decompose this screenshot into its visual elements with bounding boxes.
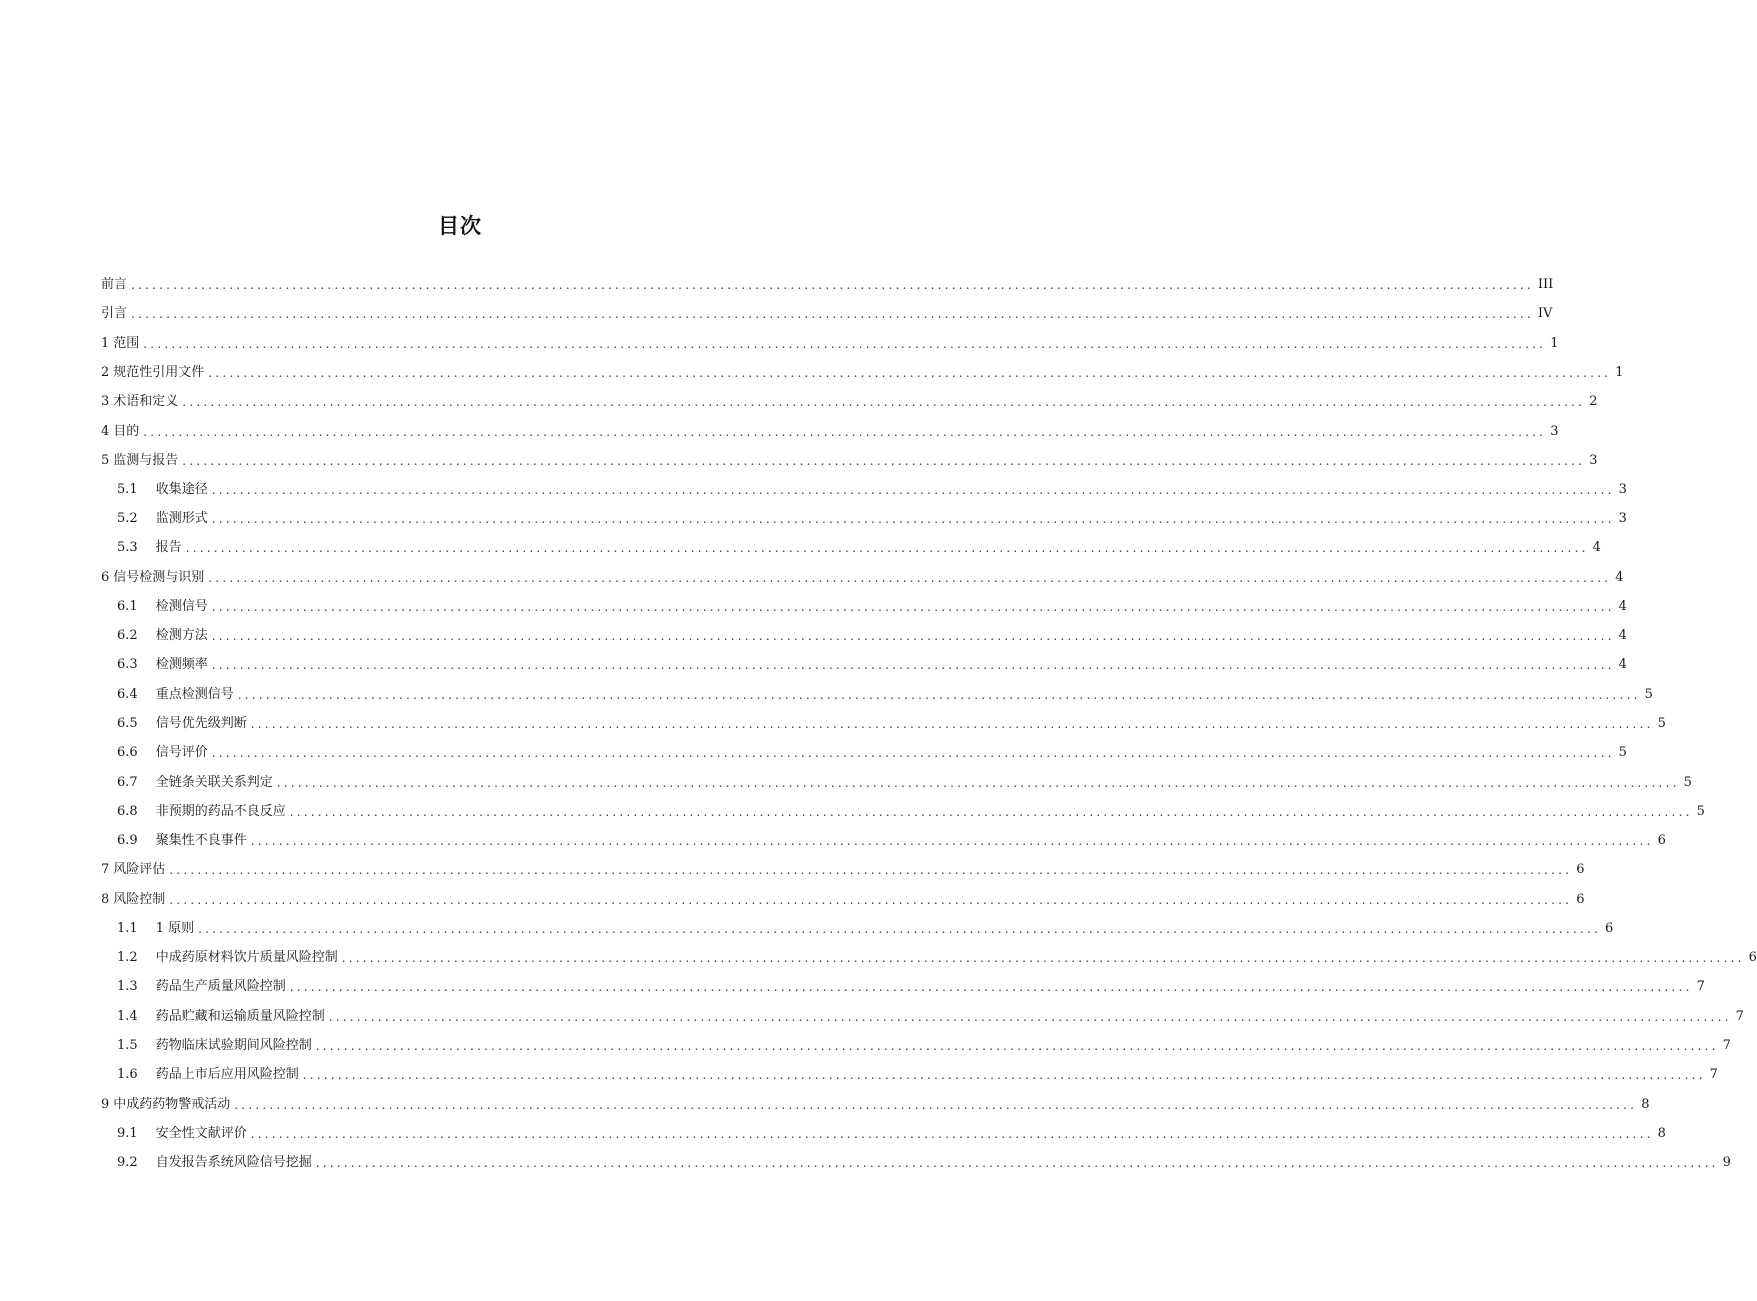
toc-entry[interactable] xyxy=(117,1031,1731,1060)
toc-dot-leader: ........................................................................................................................................................................................................ xyxy=(208,365,1612,380)
toc-entry-title: 检测方法 xyxy=(155,628,208,643)
toc-entry-title: 信号评价 xyxy=(155,745,208,760)
toc-entry-number: 6.3 xyxy=(117,657,138,672)
toc-dot-leader: ........................................................................................................................................................................................................ xyxy=(185,540,1589,555)
toc-entry-title: 范围 xyxy=(113,336,140,351)
toc-dot-leader: ........................................................................................................................................................................................................ xyxy=(169,892,1573,907)
toc-entry-page-number: 3 xyxy=(1618,511,1627,526)
toc-entry[interactable] xyxy=(101,417,1559,446)
toc-entry-number: 1.5 xyxy=(117,1038,138,1053)
toc-entry-title: 收集途径 xyxy=(155,482,208,497)
toc-entry-number: 5.3 xyxy=(117,540,138,555)
toc-entry-title: 药品生产质量风险控制 xyxy=(155,979,286,994)
toc-dot-leader: ........................................................................................................................................................................................................ xyxy=(143,336,1547,351)
toc-entry-title: 1 原则 xyxy=(155,921,195,936)
toc-entry-number: 4 xyxy=(101,424,110,439)
toc-entry-page-number: 7 xyxy=(1696,979,1705,994)
toc-dot-leader: ........................................................................................................................................................................................................ xyxy=(302,1067,1706,1082)
toc-entry[interactable] xyxy=(117,1148,1731,1177)
toc-entry-title: 前言 xyxy=(101,277,128,292)
toc-entry-number: 1.4 xyxy=(117,1009,138,1024)
toc-entry-title: 信号检测与识别 xyxy=(113,570,205,585)
toc-entry-page-number: 1 xyxy=(1615,365,1624,380)
toc-dot-leader: ........................................................................................................................................................................................................ xyxy=(328,1009,1732,1024)
toc-entry-page-number: 5 xyxy=(1618,745,1627,760)
toc-entry-page-number: 4 xyxy=(1618,599,1627,614)
toc-entry-title: 聚集性不良事件 xyxy=(155,833,247,848)
toc-entry-number: 6.5 xyxy=(117,716,138,731)
toc-entry[interactable] xyxy=(101,358,1624,387)
toc-entry[interactable] xyxy=(117,797,1705,826)
toc-entry-page-number: 3 xyxy=(1589,453,1598,468)
toc-dot-leader: ........................................................................................................................................................................................................ xyxy=(211,628,1615,643)
toc-entry[interactable] xyxy=(117,709,1666,738)
toc-entry-page-number: 7 xyxy=(1709,1067,1718,1082)
toc-entry-number: 5 xyxy=(101,453,110,468)
toc-dot-leader: ........................................................................................................................................................................................................ xyxy=(211,745,1615,760)
toc-entry-title: 自发报告系统风险信号挖掘 xyxy=(155,1155,312,1170)
toc-entry-title: 检测信号 xyxy=(155,599,208,614)
toc-entry[interactable] xyxy=(117,1119,1666,1148)
toc-entry-title: 检测频率 xyxy=(155,657,208,672)
toc-dot-leader: ........................................................................................................................................................................................................ xyxy=(208,570,1612,585)
toc-entry-number: 6.2 xyxy=(117,628,138,643)
toc-entry-number: 6.6 xyxy=(117,745,138,760)
toc-dot-leader: ........................................................................................................................................................................................................ xyxy=(315,1155,1719,1170)
toc-dot-leader: ........................................................................................................................................................................................................ xyxy=(341,950,1745,965)
toc-entry-number: 1.6 xyxy=(117,1067,138,1082)
toc-entry[interactable] xyxy=(117,972,1705,1001)
toc-entry-number: 9 xyxy=(101,1097,110,1112)
toc-entry-title: 风险控制 xyxy=(113,892,166,907)
toc-entry[interactable] xyxy=(101,1090,1650,1119)
toc-entry[interactable] xyxy=(117,826,1666,855)
toc-dot-leader: ........................................................................................................................................................................................................ xyxy=(143,424,1547,439)
toc-dot-leader: ........................................................................................................................................................................................................ xyxy=(182,453,1586,468)
toc-entry-title: 中成药药物警戒活动 xyxy=(113,1097,231,1112)
toc-entry-page-number: 4 xyxy=(1592,540,1601,555)
toc-entry-number: 5.1 xyxy=(117,482,138,497)
toc-dot-leader: ........................................................................................................................................................................................................ xyxy=(289,979,1693,994)
toc-entry-page-number: 4 xyxy=(1618,657,1627,672)
toc-entry-number: 9.2 xyxy=(117,1155,138,1170)
toc-entry[interactable] xyxy=(117,914,1614,943)
toc-entry-title: 规范性引用文件 xyxy=(113,365,205,380)
toc-entry[interactable] xyxy=(101,563,1624,592)
toc-entry-page-number: 5 xyxy=(1696,804,1705,819)
toc-entry-number: 7 xyxy=(101,862,110,877)
toc-entry-page-number: 5 xyxy=(1683,775,1692,790)
toc-entry[interactable] xyxy=(117,738,1627,767)
toc-entry[interactable] xyxy=(101,446,1598,475)
toc-entry-title: 安全性文献评价 xyxy=(155,1126,247,1141)
toc-entry[interactable] xyxy=(117,943,1757,972)
toc-entry-page-number: 3 xyxy=(1618,482,1627,497)
toc-dot-leader: ........................................................................................................................................................................................................ xyxy=(198,921,1601,936)
toc-dot-leader: ........................................................................................................................................................................................................ xyxy=(289,804,1693,819)
toc-entry-number: 6.9 xyxy=(117,833,138,848)
toc-entry[interactable] xyxy=(117,592,1627,621)
toc-entry[interactable] xyxy=(101,329,1559,358)
toc-entry-number: 1.3 xyxy=(117,979,138,994)
toc-dot-leader: ........................................................................................................................................................................................................ xyxy=(169,862,1573,877)
toc-entry-title: 目的 xyxy=(113,424,140,439)
toc-entry-number: 3 xyxy=(101,394,110,409)
toc-entry-title: 非预期的药品不良反应 xyxy=(155,804,286,819)
toc-dot-leader: ........................................................................................................................................................................................................ xyxy=(237,687,1641,702)
toc-entry-page-number: 6 xyxy=(1604,921,1614,936)
toc-entry-page-number: 5 xyxy=(1644,687,1653,702)
toc-entry-number: 9.1 xyxy=(117,1126,138,1141)
toc-entry-page-number: 3 xyxy=(1550,424,1559,439)
toc-entry-page-number: 6 xyxy=(1576,892,1585,907)
toc-entry-number: 6.7 xyxy=(117,775,138,790)
toc-entry[interactable] xyxy=(101,270,1554,299)
toc-dot-leader: ........................................................................................................................................................................................................ xyxy=(250,833,1654,848)
toc-entry-number: 6.8 xyxy=(117,804,138,819)
toc-entry-title: 药物临床试验期间风险控制 xyxy=(155,1038,312,1053)
toc-entry-title: 信号优先级判断 xyxy=(155,716,247,731)
toc-entry-title: 全链条关联关系判定 xyxy=(155,775,273,790)
toc-entry-number: 6.1 xyxy=(117,599,138,614)
toc-dot-leader: ........................................................................................................................................................................................................ xyxy=(211,657,1615,672)
toc-dot-leader: ........................................................................................................................................................................................................ xyxy=(250,1126,1654,1141)
toc-entry[interactable] xyxy=(117,1002,1744,1031)
toc-dot-leader: ........................................................................................................................................................................................................ xyxy=(182,394,1586,409)
toc-entry-page-number: III xyxy=(1537,277,1554,292)
toc-entry-number: 1.1 xyxy=(117,921,138,936)
toc-dot-leader: ........................................................................................................................................................................................................ xyxy=(131,306,1534,321)
page-title: 目次 xyxy=(438,214,482,239)
toc-entry[interactable] xyxy=(117,1060,1718,1089)
toc-entry-page-number: 7 xyxy=(1722,1038,1731,1053)
toc-entry-title: 重点检测信号 xyxy=(155,687,234,702)
toc-entry[interactable] xyxy=(117,768,1692,797)
toc-entry-page-number: 2 xyxy=(1589,394,1598,409)
toc-dot-leader: ........................................................................................................................................................................................................ xyxy=(211,482,1615,497)
toc-entry-page-number: IV xyxy=(1537,306,1553,321)
toc-entry-title: 监测形式 xyxy=(155,511,208,526)
toc-entry[interactable] xyxy=(101,855,1585,884)
toc-entry[interactable] xyxy=(117,475,1627,504)
toc-entry-page-number: 7 xyxy=(1735,1009,1744,1024)
toc-entry[interactable] xyxy=(117,650,1627,679)
toc-entry[interactable] xyxy=(101,387,1598,416)
toc-entry-number: 6.4 xyxy=(117,687,138,702)
toc-dot-leader: ........................................................................................................................................................................................................ xyxy=(131,277,1534,292)
toc-entry-page-number: 4 xyxy=(1618,628,1627,643)
toc-entry-number: 1 xyxy=(101,336,110,351)
toc-entry-page-number: 8 xyxy=(1657,1126,1666,1141)
toc-entry[interactable] xyxy=(117,533,1601,562)
toc-entry[interactable] xyxy=(101,885,1585,914)
toc-entry-page-number: 1 xyxy=(1550,336,1559,351)
toc-entry[interactable] xyxy=(117,504,1627,533)
toc-entry-page-number: 4 xyxy=(1615,570,1624,585)
toc-entry-title: 风险评估 xyxy=(113,862,166,877)
toc-dot-leader: ........................................................................................................................................................................................................ xyxy=(315,1038,1719,1053)
toc-dot-leader: ........................................................................................................................................................................................................ xyxy=(211,511,1615,526)
toc-dot-leader: ........................................................................................................................................................................................................ xyxy=(234,1097,1638,1112)
toc-entry-number: 5.2 xyxy=(117,511,138,526)
toc-entry-title: 术语和定义 xyxy=(113,394,179,409)
toc-entry-number: 1.2 xyxy=(117,950,138,965)
toc-entry-title: 药品贮藏和运输质量风险控制 xyxy=(155,1009,325,1024)
toc-entry-number: 8 xyxy=(101,892,110,907)
toc-entry-page-number: 9 xyxy=(1722,1155,1731,1170)
toc-entry-title: 引言 xyxy=(101,306,128,321)
toc-entry-number: 6 xyxy=(101,570,110,585)
toc-entry-page-number: 6 xyxy=(1576,862,1585,877)
toc-entry-page-number: 8 xyxy=(1641,1097,1650,1112)
toc-entry[interactable] xyxy=(117,680,1653,709)
toc-entry-title: 药品上市后应用风险控制 xyxy=(155,1067,299,1082)
toc-entry[interactable] xyxy=(101,299,1553,328)
toc-entry-page-number: 5 xyxy=(1657,716,1666,731)
toc-dot-leader: ........................................................................................................................................................................................................ xyxy=(211,599,1615,614)
toc-entry-number: 2 xyxy=(101,365,110,380)
toc-entry-page-number: 6 xyxy=(1748,950,1757,965)
toc-dot-leader: ........................................................................................................................................................................................................ xyxy=(276,775,1680,790)
toc-entry-page-number: 6 xyxy=(1657,833,1666,848)
toc-dot-leader: ........................................................................................................................................................................................................ xyxy=(250,716,1654,731)
toc-entry-title: 监测与报告 xyxy=(113,453,179,468)
toc-entry-title: 报告 xyxy=(155,540,182,555)
toc-entry-title: 中成药原材料饮片质量风险控制 xyxy=(155,950,338,965)
toc-entry[interactable] xyxy=(117,621,1627,650)
